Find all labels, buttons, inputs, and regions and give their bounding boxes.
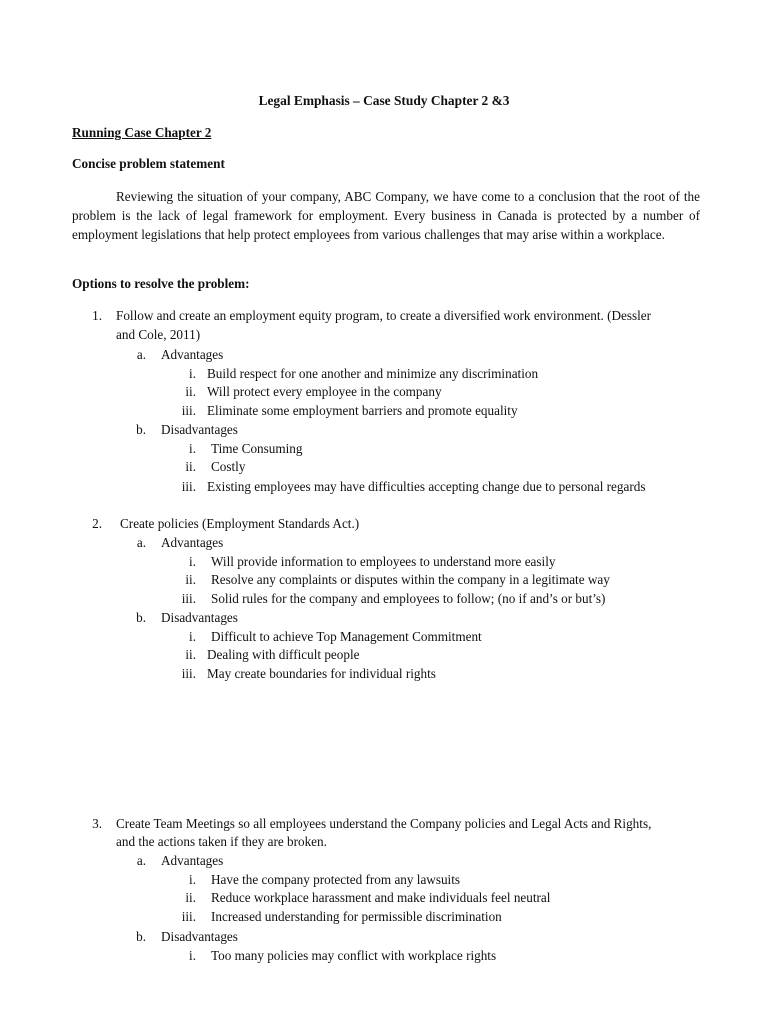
list-marker: ii.	[185, 647, 196, 662]
option-text-continued: and Cole, 2011)	[116, 327, 201, 342]
list-marker: i.	[189, 948, 196, 963]
option-number: 2.	[92, 516, 102, 531]
disadvantages-label: Disadvantages	[161, 610, 238, 625]
list-marker: i.	[189, 441, 196, 456]
list-item: Existing employees may have difficulties accepting change due to personal regards	[207, 479, 646, 494]
advantages-label: Advantages	[161, 347, 224, 362]
disadvantages-label: Disadvantages	[161, 929, 238, 944]
section-heading: Running Case Chapter 2	[72, 125, 212, 140]
list-marker: ii.	[185, 890, 196, 905]
list-marker: a.	[136, 535, 146, 550]
list-item: Dealing with difficult people	[207, 647, 360, 662]
option-text: Create policies (Employment Standards Act.)	[120, 516, 360, 531]
list-marker: a.	[136, 853, 146, 868]
problem-statement: Reviewing the situation of your company, ABC Company, we have come to a conclusion that the root of the problem is the lack of legal framework for employment. Every business in Canada is protected by a number of employment legislations that help protect employees from various challenges that may arise within a workplace.	[72, 189, 700, 242]
list-marker: i.	[189, 366, 196, 381]
disadvantages-label: Disadvantages	[161, 422, 238, 437]
document-title: Legal Emphasis – Case Study Chapter 2 &3	[258, 93, 510, 108]
list-marker: iii.	[181, 591, 196, 606]
option-text-continued: and the actions taken if they are broken.	[116, 834, 327, 849]
list-marker: i.	[189, 554, 196, 569]
list-item: Resolve any complaints or disputes within the company in a legitimate way	[211, 572, 610, 587]
option-number: 1.	[92, 308, 102, 323]
list-item: Time Consuming	[211, 441, 303, 456]
list-marker: b.	[136, 929, 146, 944]
sub-heading: Concise problem statement	[72, 156, 225, 171]
list-item: Reduce workplace harassment and make individuals feel neutral	[211, 890, 551, 905]
list-marker: iii.	[181, 479, 196, 494]
list-item: Difficult to achieve Top Management Commitment	[211, 629, 482, 644]
list-item: May create boundaries for individual rights	[207, 666, 436, 681]
list-item: Will protect every employee in the company	[207, 384, 442, 399]
list-item: Eliminate some employment barriers and promote equality	[207, 403, 518, 418]
list-marker: a.	[136, 347, 146, 362]
list-marker: ii.	[185, 459, 196, 474]
list-marker: ii.	[185, 572, 196, 587]
list-marker: i.	[189, 629, 196, 644]
list-item: Build respect for one another and minimize any discrimination	[207, 366, 539, 381]
list-item: Increased understanding for permissible discrimination	[211, 909, 502, 924]
list-marker: iii.	[181, 666, 196, 681]
list-item: Solid rules for the company and employees to follow; (no if and’s or but’s)	[211, 591, 606, 606]
options-heading: Options to resolve the problem:	[72, 276, 250, 291]
list-marker: i.	[189, 872, 196, 887]
list-item: Too many policies may conflict with workplace rights	[211, 948, 497, 963]
list-item: Costly	[211, 459, 246, 474]
list-marker: b.	[136, 610, 146, 625]
advantages-label: Advantages	[161, 853, 224, 868]
option-text: Follow and create an employment equity program, to create a diversified work environment. (Dessler	[116, 308, 652, 323]
list-item: Have the company protected from any lawsuits	[211, 872, 461, 887]
option-number: 3.	[92, 816, 102, 831]
list-item: Will provide information to employees to understand more easily	[211, 554, 556, 569]
list-marker: b.	[136, 422, 146, 437]
list-marker: iii.	[181, 909, 196, 924]
list-marker: ii.	[185, 384, 196, 399]
advantages-label: Advantages	[161, 535, 224, 550]
list-marker: iii.	[181, 403, 196, 418]
option-text: Create Team Meetings so all employees understand the Company policies and Legal Acts and Rights,	[116, 816, 652, 831]
